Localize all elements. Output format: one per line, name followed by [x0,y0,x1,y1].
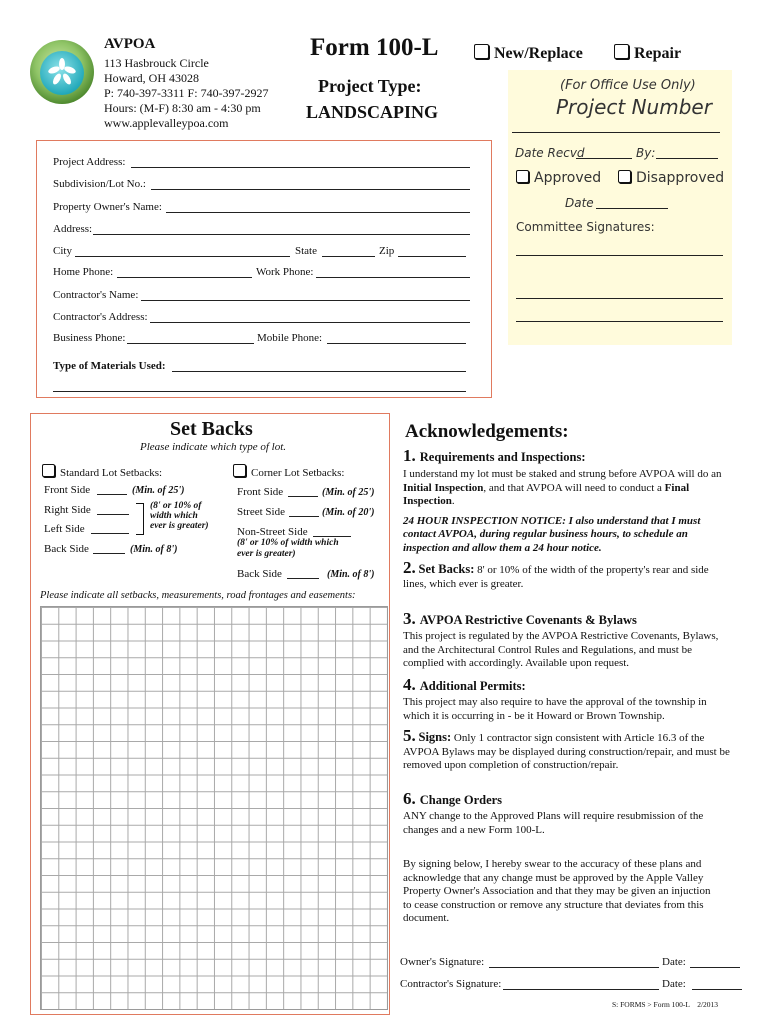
corner-lot-option[interactable] [233,464,344,479]
apple-logo-icon [28,38,96,106]
contractor-address-label: Contractor's Address: [53,311,148,323]
zip-label: Zip [379,245,395,257]
new-replace-option[interactable] [474,44,583,63]
address-label: Address: [53,223,93,235]
home-phone-field[interactable] [117,277,252,278]
ack-item-2 [403,558,733,591]
ack-item-3 [403,609,733,671]
footer-ref: S: FORMS > Form 100-L 2/2013 [612,1000,719,1009]
committee-signature-line-2[interactable] [516,298,723,299]
cor-front-label: Front Side [237,486,284,498]
setbacks-indicate-note: Please indicate all setbacks, measurements, road frontages and easements: [40,590,356,601]
cor-nonstreet-label: Non-Street Side [237,526,308,538]
cor-street-label: Street Side [237,506,285,518]
office-date-line[interactable] [596,208,668,209]
state-field[interactable] [322,256,375,257]
owner-date-field[interactable] [690,967,740,968]
ack-1-text-c: , and that AVPOA will need to conduct a [483,481,665,494]
cor-nonstreet-note-line1: (8' or 10% of width which [237,538,339,548]
org-phones: P: 740-397-3311 F: 740-397-2927 [104,86,269,100]
owner-signature-field[interactable] [489,967,659,968]
committee-signature-line-3[interactable] [516,321,723,322]
corner-lot-label: Corner Lot Setbacks: [251,467,345,479]
by-label: By: [636,146,656,160]
org-website[interactable]: www.applevalleypoa.com [104,116,229,130]
owner-name-label: Property Owner's Name: [53,201,162,213]
cor-street-min: (Min. of 20') [322,507,375,518]
mobile-phone-label: Mobile Phone: [257,332,323,344]
standard-lot-option[interactable] [42,464,162,479]
checkbox-icon[interactable] [516,170,529,183]
owner-date-label: Date: [662,956,686,968]
project-type-value: LANDSCAPING [306,102,439,122]
setbacks-title: Set Backs [170,418,253,440]
committee-signatures-label: Committee Signatures: [516,220,655,234]
acknowledgements-title: Acknowledgements: [405,421,569,442]
std-front-label: Front Side [44,484,91,496]
ack-item-4 [403,675,733,723]
std-side-note-line3: ever is greater) [150,521,209,531]
std-back-min: (Min. of 8') [130,544,178,555]
materials-field-2[interactable] [53,391,466,392]
owner-signature-label: Owner's Signature: [400,956,485,968]
ack-5-title: Signs: [418,730,452,744]
city-label: City [53,245,72,257]
ack-5-text: Only 1 contractor sign consistent with Article 16.3 of the AVPOA Bylaws may be displayed during construction/repair, and must be removed upon completion of construction/repair. [403,732,730,771]
std-front-field[interactable] [97,494,127,495]
by-line[interactable] [656,158,718,159]
business-phone-label: Business Phone: [53,332,126,344]
ack-4-number: 4. [403,675,416,694]
ack-4-title: Additional Permits: [419,679,526,693]
ack-item-6 [403,789,733,837]
project-number-line[interactable] [512,132,720,133]
std-right-field[interactable] [97,514,129,515]
home-phone-label: Home Phone: [53,266,114,278]
ack-2-text: 8' or 10% of the width of the property's rear and side lines, which ever is greater. [403,564,709,590]
contractor-signature-label: Contractor's Signature: [400,978,502,990]
owner-name-field[interactable] [166,212,470,213]
side-bracket [136,503,144,535]
new-replace-label: New/Replace [494,45,583,62]
checkbox-icon[interactable] [42,464,55,477]
ack-3-text: This project is regulated by the AVPOA Restrictive Covenants, Bylaws, and the Architectural Control Rules and Regulations, and must be complied with accordingly. Available upon request. [403,630,719,669]
project-number-label: Project Number [556,95,712,119]
committee-signature-line-1[interactable] [516,255,723,256]
checkbox-icon[interactable] [233,464,246,477]
ack-1-notice: 24 HOUR INSPECTION NOTICE: I also understand that I must contact AVPOA, during regular business hours, to schedule an inspection and allow them a 24 hour notice. [403,514,701,554]
cor-nonstreet-note [237,538,339,560]
project-address-field[interactable] [131,167,470,168]
cor-back-field[interactable] [287,578,319,579]
contractor-date-field[interactable] [692,989,742,990]
ack-item-1 [403,446,733,555]
cor-back-min: (Min. of 8') [327,569,375,580]
ack-1-title: Requirements and Inspections: [419,450,586,464]
ack-item-5 [403,726,733,773]
std-side-note [150,501,209,531]
approved-option[interactable] [516,170,601,186]
org-logo [28,38,96,106]
ack-3-number: 3. [403,609,416,628]
std-side-note-line2: width which [150,511,198,521]
std-left-label: Left Side [44,523,85,535]
subdivision-field[interactable] [151,189,470,190]
ack-6-title: Change Orders [419,793,503,807]
project-address-label: Project Address: [53,156,126,168]
org-name: AVPOA [104,36,156,52]
office-date-label: Date [565,196,594,210]
ack-1-text-e: . [451,495,455,507]
work-phone-field[interactable] [316,277,470,278]
checkbox-icon[interactable] [474,44,489,59]
std-right-label: Right Side [44,504,91,516]
org-contact [104,56,269,131]
checkbox-icon[interactable] [614,44,629,59]
setbacks-subtitle: Please indicate which type of lot. [140,441,287,453]
state-label: State [295,245,317,257]
ack-6-text: ANY change to the Approved Plans will require resubmission of the changes and a new Form 100-L. [403,810,704,836]
repair-option[interactable] [614,44,681,63]
standard-lot-label: Standard Lot Setbacks: [60,467,163,479]
std-back-field[interactable] [93,553,125,554]
std-side-note-line1: (8' or 10% of [150,501,202,511]
ack-1-text-a: I understand my lot must be staked and strung before AVPOA will do an [403,468,722,480]
approved-label: Approved [534,170,602,186]
std-back-label: Back Side [44,543,89,555]
materials-label: Type of Materials Used: [53,360,166,372]
ack-4-text: This project may also require to have the approval of the township in which it is occurring in - be it Howard or Brown Township. [403,696,707,722]
std-left-field[interactable] [91,533,129,534]
contractor-signature-field[interactable] [503,989,659,990]
city-field[interactable] [75,256,290,257]
contractor-name-label: Contractor's Name: [53,289,139,301]
cor-front-field[interactable] [288,496,318,497]
std-front-min: (Min. of 25') [132,485,185,496]
ack-1-number: 1. [403,446,416,465]
contractor-name-field[interactable] [141,300,470,301]
cor-nonstreet-field[interactable] [313,536,351,537]
mobile-phone-field[interactable] [327,343,466,344]
org-address-line2: Howard, OH 43028 [104,71,199,85]
contractor-address-field[interactable] [150,322,470,323]
cor-front-min: (Min. of 25') [322,487,375,498]
ack-5-number: 5. [403,726,416,745]
checkbox-icon[interactable] [618,170,631,183]
work-phone-label: Work Phone: [256,266,314,278]
ack-2-number: 2. [403,558,416,577]
site-plan-grid[interactable] [40,606,388,1010]
office-use-label: (For Office Use Only) [560,78,696,93]
cor-street-field[interactable] [289,516,319,517]
org-address-line1: 113 Hasbrouck Circle [104,56,209,70]
project-type-label: Project Type: [318,76,422,96]
date-recvd-line[interactable] [576,158,632,159]
org-hours: Hours: (M-F) 8:30 am - 4:30 pm [104,101,261,115]
address-field[interactable] [93,234,470,235]
disapproved-option[interactable] [618,170,724,186]
business-phone-field[interactable] [127,343,254,344]
subdivision-label: Subdivision/Lot No.: [53,178,146,190]
date-recvd-label: Date Recvd [515,146,585,160]
repair-label: Repair [634,45,682,62]
zip-field[interactable] [398,256,466,257]
ack-3-title: AVPOA Restrictive Covenants & Bylaws [419,613,637,627]
ack-1-text-d: Final Inspection [403,481,690,507]
ack-6-number: 6. [403,789,416,808]
form-title: Form 100-L [310,34,439,61]
materials-field[interactable] [172,371,466,372]
declaration-text: By signing below, I hereby swear to the accuracy of these plans and acknowledge that any change must be approved by the Apple Valley Property Owner's Association and that they may be given an injuction to cease construction or remove any structure that deviates from this document. [403,858,711,924]
cor-back-label: Back Side [237,568,282,580]
ack-1-text-b: Initial Inspection [403,481,484,494]
contractor-date-label: Date: [662,978,686,990]
ack-2-title: Set Backs: [418,562,475,576]
cor-nonstreet-note-line2: ever is greater) [237,549,296,559]
disapproved-label: Disapproved [636,170,725,186]
